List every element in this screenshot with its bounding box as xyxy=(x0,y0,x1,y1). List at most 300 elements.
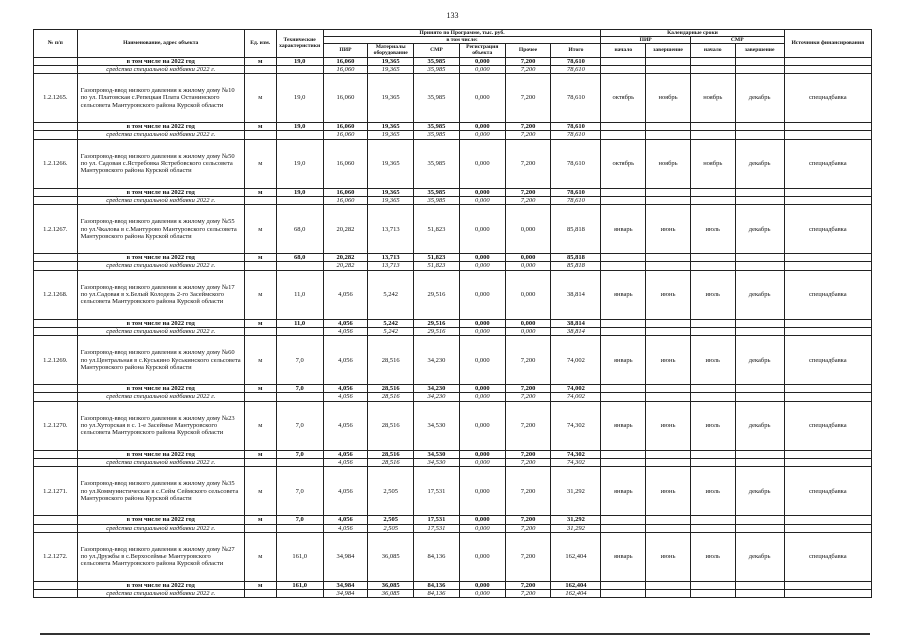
page-number: 133 xyxy=(446,11,459,20)
object-name: Газопровод-ввод низкого давления к жилому дому №35 по ул.Коммунистическая в с.Сейм Сеймского сельсовета Мантуровского района Курской области xyxy=(77,467,244,516)
mat-cell: 36,085 xyxy=(368,532,414,581)
empty-cell xyxy=(690,516,735,524)
total-cell: 74,302 xyxy=(551,401,601,450)
pir-cell: 20,282 xyxy=(323,254,368,262)
subtotal-row xyxy=(34,254,872,262)
empty-cell xyxy=(735,385,784,393)
object-name: Газопровод-ввод низкого давления к жилому дому №50 по ул. Садовая с.Ястребовка Ястребовского сельсовета Мантуровского района Курской области xyxy=(77,139,244,188)
smr-cell: 29,516 xyxy=(414,319,460,327)
pir-cell: 4,056 xyxy=(323,401,368,450)
pir-end-cell: июнь xyxy=(646,401,691,450)
other-cell: 7,200 xyxy=(505,65,551,73)
pir-cell: 4,056 xyxy=(323,467,368,516)
object-row xyxy=(34,467,872,516)
reg-cell: 0,000 xyxy=(459,385,505,393)
empty-cell xyxy=(601,57,646,65)
pir-start-cell: октябрь xyxy=(601,139,646,188)
subtotal-label: в том числе на 2022 год xyxy=(77,123,244,131)
reg-cell: 0,000 xyxy=(459,581,505,589)
empty-cell xyxy=(784,131,871,139)
empty-cell xyxy=(601,254,646,262)
tech-cell xyxy=(276,459,323,467)
tech-cell: 11,0 xyxy=(276,319,323,327)
smr-cell: 84,136 xyxy=(414,581,460,589)
smr-cell: 34,530 xyxy=(414,459,460,467)
mat-cell: 36,085 xyxy=(368,581,414,589)
empty-cell xyxy=(646,254,691,262)
other-cell: 7,200 xyxy=(505,450,551,458)
smr-start-cell: июль xyxy=(690,467,735,516)
smr-cell: 51,823 xyxy=(414,205,460,254)
smr-cell: 35,985 xyxy=(414,188,460,196)
other-cell: 7,200 xyxy=(505,131,551,139)
tech-cell: 7,0 xyxy=(276,450,323,458)
tech-cell xyxy=(276,131,323,139)
empty-cell xyxy=(601,327,646,335)
smr-start-cell: июль xyxy=(690,336,735,385)
unit-cell: м xyxy=(244,467,276,516)
empty-cell xyxy=(646,196,691,204)
reg-cell: 0,000 xyxy=(459,270,505,319)
other-cell: 7,200 xyxy=(505,393,551,401)
empty-cell xyxy=(690,123,735,131)
empty-cell xyxy=(601,590,646,598)
row-num xyxy=(34,327,78,335)
reg-cell: 0,000 xyxy=(459,254,505,262)
header-pir-start: начало xyxy=(601,44,646,57)
reg-cell: 0,000 xyxy=(459,205,505,254)
mat-cell: 19,365 xyxy=(368,196,414,204)
smr-cell: 29,516 xyxy=(414,327,460,335)
unit-cell: м xyxy=(244,205,276,254)
row-num xyxy=(34,385,78,393)
smr-cell: 51,823 xyxy=(414,254,460,262)
object-number: 1.2.1269. xyxy=(34,336,78,385)
smr-end-cell: декабрь xyxy=(735,467,784,516)
tech-cell: 19,0 xyxy=(276,188,323,196)
pir-cell: 4,056 xyxy=(323,459,368,467)
pir-end-cell: июнь xyxy=(646,532,691,581)
empty-cell xyxy=(735,590,784,598)
source-cell: спецнадбавка xyxy=(784,74,871,123)
other-cell: 7,200 xyxy=(505,139,551,188)
reg-cell: 0,000 xyxy=(459,188,505,196)
empty-cell xyxy=(601,516,646,524)
footer-rule xyxy=(40,633,870,635)
pir-cell: 16,060 xyxy=(323,196,368,204)
reg-cell: 0,000 xyxy=(459,524,505,532)
empty-cell xyxy=(646,123,691,131)
mat-cell: 13,713 xyxy=(368,254,414,262)
row-num xyxy=(34,65,78,73)
header-cal-pir: ПИР xyxy=(601,37,690,44)
other-cell: 7,200 xyxy=(505,581,551,589)
pir-cell: 16,060 xyxy=(323,131,368,139)
tech-cell: 7,0 xyxy=(276,336,323,385)
subtotal-label: в том числе на 2022 год xyxy=(77,450,244,458)
source-cell: спецнадбавка xyxy=(784,467,871,516)
pir-cell: 34,984 xyxy=(323,581,368,589)
empty-cell xyxy=(690,590,735,598)
empty-cell xyxy=(784,327,871,335)
header-name: Наименование, адрес объекта xyxy=(77,30,244,58)
row-num xyxy=(34,459,78,467)
mat-cell: 28,516 xyxy=(368,401,414,450)
reg-cell: 0,000 xyxy=(459,131,505,139)
smr-cell: 35,985 xyxy=(414,65,460,73)
mat-cell: 28,516 xyxy=(368,336,414,385)
unit-cell: м xyxy=(244,57,276,65)
object-number: 1.2.1267. xyxy=(34,205,78,254)
other-cell: 7,200 xyxy=(505,123,551,131)
empty-cell xyxy=(690,393,735,401)
empty-cell xyxy=(784,459,871,467)
reg-cell: 0,000 xyxy=(459,139,505,188)
object-row xyxy=(34,401,872,450)
total-cell: 31,292 xyxy=(551,467,601,516)
empty-cell xyxy=(784,393,871,401)
smr-cell: 17,531 xyxy=(414,516,460,524)
header-unit: Ед. изм. xyxy=(244,30,276,58)
special-funds-row xyxy=(34,524,872,532)
header-calendar: Календарные сроки xyxy=(601,30,784,37)
pir-cell: 16,060 xyxy=(323,188,368,196)
special-funds-label: средства специальной надбавки 2022 г. xyxy=(77,65,244,73)
mat-cell: 19,365 xyxy=(368,57,414,65)
total-cell: 78,610 xyxy=(551,188,601,196)
empty-cell xyxy=(690,262,735,270)
empty-cell xyxy=(646,65,691,73)
empty-cell xyxy=(690,524,735,532)
empty-cell xyxy=(735,393,784,401)
empty-cell xyxy=(646,327,691,335)
row-num xyxy=(34,123,78,131)
other-cell: 7,200 xyxy=(505,57,551,65)
smr-cell: 35,985 xyxy=(414,139,460,188)
empty-cell xyxy=(784,524,871,532)
other-cell: 0,000 xyxy=(505,319,551,327)
subtotal-row xyxy=(34,581,872,589)
empty-cell xyxy=(601,450,646,458)
pir-end-cell: ноябрь xyxy=(646,74,691,123)
smr-start-cell: ноябрь xyxy=(690,74,735,123)
pir-start-cell: октябрь xyxy=(601,74,646,123)
pir-end-cell: июнь xyxy=(646,467,691,516)
source-cell: спецнадбавка xyxy=(784,532,871,581)
row-num xyxy=(34,590,78,598)
total-cell: 74,302 xyxy=(551,459,601,467)
total-cell: 85,818 xyxy=(551,262,601,270)
special-funds-row xyxy=(34,65,872,73)
tech-cell: 7,0 xyxy=(276,467,323,516)
empty-cell xyxy=(601,196,646,204)
empty-cell xyxy=(690,254,735,262)
tech-cell xyxy=(276,393,323,401)
mat-cell: 2,505 xyxy=(368,524,414,532)
subtotal-row xyxy=(34,450,872,458)
subtotal-row xyxy=(34,57,872,65)
row-num xyxy=(34,188,78,196)
smr-start-cell: июль xyxy=(690,532,735,581)
mat-cell: 2,505 xyxy=(368,467,414,516)
other-cell: 7,200 xyxy=(505,74,551,123)
reg-cell: 0,000 xyxy=(459,467,505,516)
smr-cell: 35,985 xyxy=(414,196,460,204)
empty-cell xyxy=(690,327,735,335)
reg-cell: 0,000 xyxy=(459,74,505,123)
empty-cell xyxy=(646,590,691,598)
total-cell: 162,404 xyxy=(551,532,601,581)
other-cell: 7,200 xyxy=(505,401,551,450)
row-num xyxy=(34,524,78,532)
total-cell: 78,610 xyxy=(551,131,601,139)
tech-cell xyxy=(276,524,323,532)
tech-cell xyxy=(276,65,323,73)
empty-cell xyxy=(646,188,691,196)
subtotal-label: в том числе на 2022 год xyxy=(77,254,244,262)
other-cell: 7,200 xyxy=(505,532,551,581)
mat-cell: 19,365 xyxy=(368,74,414,123)
empty-cell xyxy=(735,188,784,196)
total-cell: 38,814 xyxy=(551,327,601,335)
empty-cell xyxy=(784,57,871,65)
subtotal-row xyxy=(34,319,872,327)
unit-cell: м xyxy=(244,401,276,450)
total-cell: 85,818 xyxy=(551,205,601,254)
mat-cell: 28,516 xyxy=(368,393,414,401)
mat-cell: 28,516 xyxy=(368,459,414,467)
empty-cell xyxy=(735,57,784,65)
smr-end-cell: декабрь xyxy=(735,74,784,123)
empty-cell xyxy=(601,524,646,532)
smr-end-cell: декабрь xyxy=(735,336,784,385)
smr-end-cell: декабрь xyxy=(735,532,784,581)
special-funds-row xyxy=(34,196,872,204)
subtotal-row xyxy=(34,516,872,524)
reg-cell: 0,000 xyxy=(459,401,505,450)
total-cell: 38,814 xyxy=(551,270,601,319)
row-num xyxy=(34,319,78,327)
other-cell: 0,000 xyxy=(505,262,551,270)
empty-cell xyxy=(735,262,784,270)
unit-cell: м xyxy=(244,385,276,393)
reg-cell: 0,000 xyxy=(459,327,505,335)
empty-cell xyxy=(601,459,646,467)
object-row xyxy=(34,270,872,319)
total-cell: 31,292 xyxy=(551,516,601,524)
header-including: в том числе: xyxy=(323,37,601,44)
unit-cell xyxy=(244,393,276,401)
pir-start-cell: январь xyxy=(601,205,646,254)
total-cell: 74,302 xyxy=(551,450,601,458)
object-row xyxy=(34,139,872,188)
empty-cell xyxy=(735,581,784,589)
special-funds-row xyxy=(34,590,872,598)
total-cell: 78,610 xyxy=(551,139,601,188)
unit-cell xyxy=(244,131,276,139)
pir-cell: 4,056 xyxy=(323,385,368,393)
empty-cell xyxy=(646,393,691,401)
empty-cell xyxy=(735,131,784,139)
smr-cell: 34,530 xyxy=(414,450,460,458)
subtotal-label: в том числе на 2022 год xyxy=(77,188,244,196)
empty-cell xyxy=(784,254,871,262)
empty-cell xyxy=(735,196,784,204)
smr-cell: 51,823 xyxy=(414,262,460,270)
special-funds-label: средства специальной надбавки 2022 г. xyxy=(77,524,244,532)
reg-cell: 0,000 xyxy=(459,65,505,73)
pir-cell: 20,282 xyxy=(323,262,368,270)
unit-cell: м xyxy=(244,319,276,327)
tech-cell: 161,0 xyxy=(276,532,323,581)
tech-cell: 161,0 xyxy=(276,581,323,589)
unit-cell: м xyxy=(244,581,276,589)
object-number: 1.2.1268. xyxy=(34,270,78,319)
tech-cell: 19,0 xyxy=(276,123,323,131)
tech-cell xyxy=(276,590,323,598)
special-funds-label: средства специальной надбавки 2022 г. xyxy=(77,459,244,467)
tech-cell: 7,0 xyxy=(276,385,323,393)
object-row xyxy=(34,532,872,581)
special-funds-label: средства специальной надбавки 2022 г. xyxy=(77,262,244,270)
header-sources: Источники финансирования xyxy=(784,30,871,58)
smr-cell: 17,531 xyxy=(414,524,460,532)
reg-cell: 0,000 xyxy=(459,196,505,204)
smr-start-cell: ноябрь xyxy=(690,139,735,188)
row-num xyxy=(34,516,78,524)
tech-cell xyxy=(276,327,323,335)
subtotal-label: в том числе на 2022 год xyxy=(77,385,244,393)
total-cell: 162,404 xyxy=(551,581,601,589)
header-cal-smr: СМР xyxy=(690,37,784,44)
smr-cell: 34,530 xyxy=(414,401,460,450)
reg-cell: 0,000 xyxy=(459,450,505,458)
empty-cell xyxy=(690,188,735,196)
empty-cell xyxy=(735,65,784,73)
empty-cell xyxy=(601,65,646,73)
row-num xyxy=(34,393,78,401)
tech-cell: 19,0 xyxy=(276,74,323,123)
empty-cell xyxy=(735,459,784,467)
mat-cell: 36,085 xyxy=(368,590,414,598)
empty-cell xyxy=(690,450,735,458)
other-cell: 0,000 xyxy=(505,327,551,335)
tech-cell: 19,0 xyxy=(276,57,323,65)
pir-cell: 20,282 xyxy=(323,205,368,254)
tech-cell: 11,0 xyxy=(276,270,323,319)
reg-cell: 0,000 xyxy=(459,123,505,131)
other-cell: 7,200 xyxy=(505,188,551,196)
empty-cell xyxy=(784,450,871,458)
object-row xyxy=(34,205,872,254)
mat-cell: 19,365 xyxy=(368,139,414,188)
smr-cell: 35,985 xyxy=(414,123,460,131)
empty-cell xyxy=(646,131,691,139)
total-cell: 74,002 xyxy=(551,393,601,401)
empty-cell xyxy=(735,524,784,532)
empty-cell xyxy=(690,385,735,393)
smr-cell: 35,985 xyxy=(414,57,460,65)
empty-cell xyxy=(690,65,735,73)
tech-cell: 19,0 xyxy=(276,139,323,188)
pir-cell: 16,060 xyxy=(323,57,368,65)
mat-cell: 13,713 xyxy=(368,205,414,254)
pir-start-cell: январь xyxy=(601,336,646,385)
empty-cell xyxy=(735,327,784,335)
pir-cell: 4,056 xyxy=(323,336,368,385)
row-num xyxy=(34,262,78,270)
pir-cell: 16,060 xyxy=(323,123,368,131)
header-smr-start: начало xyxy=(690,44,735,57)
subtotal-label: в том числе на 2022 год xyxy=(77,57,244,65)
tech-cell: 68,0 xyxy=(276,205,323,254)
smr-end-cell: декабрь xyxy=(735,205,784,254)
unit-cell: м xyxy=(244,270,276,319)
empty-cell xyxy=(646,57,691,65)
total-cell: 31,292 xyxy=(551,524,601,532)
empty-cell xyxy=(735,450,784,458)
special-funds-row xyxy=(34,131,872,139)
empty-cell xyxy=(601,123,646,131)
empty-cell xyxy=(784,65,871,73)
special-funds-row xyxy=(34,327,872,335)
empty-cell xyxy=(601,319,646,327)
smr-end-cell: декабрь xyxy=(735,270,784,319)
reg-cell: 0,000 xyxy=(459,393,505,401)
other-cell: 7,200 xyxy=(505,336,551,385)
mat-cell: 5,242 xyxy=(368,270,414,319)
empty-cell xyxy=(784,319,871,327)
special-funds-label: средства специальной надбавки 2022 г. xyxy=(77,590,244,598)
other-cell: 7,200 xyxy=(505,516,551,524)
empty-cell xyxy=(784,581,871,589)
other-cell: 7,200 xyxy=(505,590,551,598)
source-cell: спецнадбавка xyxy=(784,401,871,450)
pir-start-cell: январь xyxy=(601,467,646,516)
header-materials: Материалы оборудование xyxy=(368,44,414,57)
header-pir-end: завершение xyxy=(646,44,691,57)
smr-start-cell: июль xyxy=(690,401,735,450)
empty-cell xyxy=(690,581,735,589)
smr-cell: 34,230 xyxy=(414,393,460,401)
mat-cell: 19,365 xyxy=(368,131,414,139)
smr-end-cell: декабрь xyxy=(735,401,784,450)
pir-cell: 34,984 xyxy=(323,590,368,598)
empty-cell xyxy=(646,319,691,327)
subtotal-label: в том числе на 2022 год xyxy=(77,319,244,327)
empty-cell xyxy=(690,196,735,204)
smr-start-cell: июль xyxy=(690,205,735,254)
tech-cell xyxy=(276,262,323,270)
special-funds-row xyxy=(34,262,872,270)
tech-cell: 68,0 xyxy=(276,254,323,262)
other-cell: 7,200 xyxy=(505,196,551,204)
subtotal-label: в том числе на 2022 год xyxy=(77,516,244,524)
pir-start-cell: январь xyxy=(601,532,646,581)
pir-cell: 16,060 xyxy=(323,65,368,73)
pir-cell: 34,984 xyxy=(323,532,368,581)
empty-cell xyxy=(784,516,871,524)
other-cell: 7,200 xyxy=(505,524,551,532)
reg-cell: 0,000 xyxy=(459,532,505,581)
smr-cell: 84,136 xyxy=(414,590,460,598)
empty-cell xyxy=(784,188,871,196)
subtotal-row xyxy=(34,188,872,196)
header-smr: СМР xyxy=(414,44,460,57)
smr-cell: 35,985 xyxy=(414,131,460,139)
tech-cell: 7,0 xyxy=(276,516,323,524)
pir-cell: 4,056 xyxy=(323,516,368,524)
